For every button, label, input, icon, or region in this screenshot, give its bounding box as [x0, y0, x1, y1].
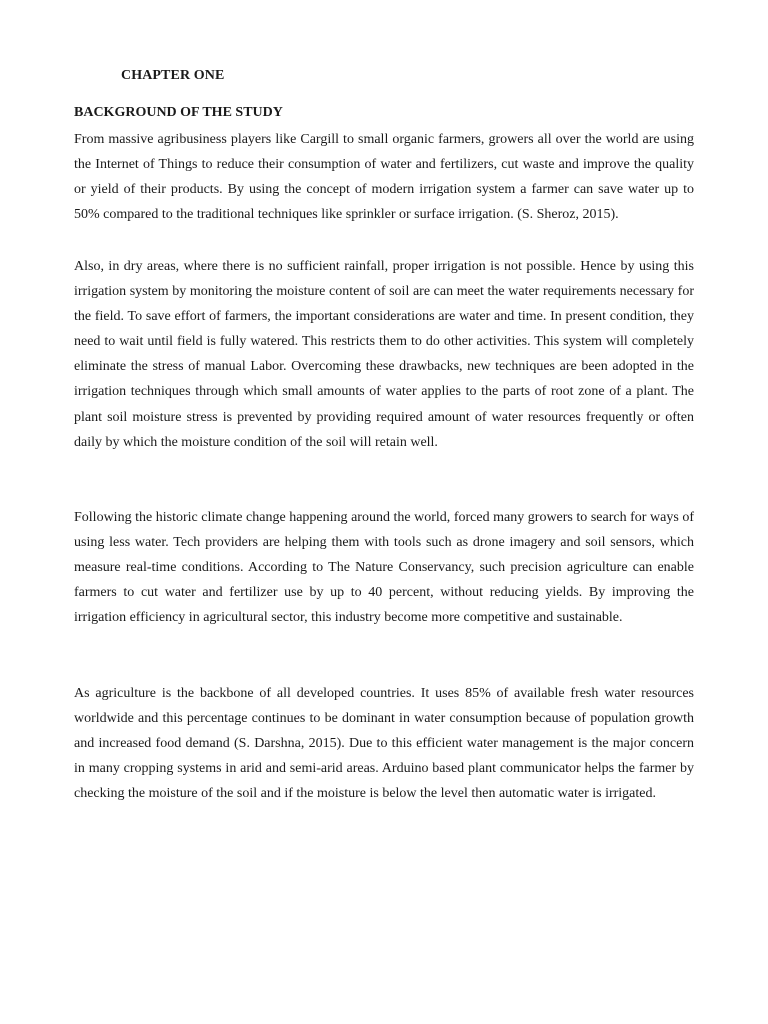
paragraph-1: From massive agribusiness players like Cargill to small organic farmers, growers all over the world are using the Internet of Things to reduce their consumption of water and fertilizers, cut waste and improve the quality or yield of their products. By using the concept of modern irrigation system a farmer can save water up to 50% compared to the traditional techniques like sprinkler or surface irrigation. (S. Sheroz, 2015).	[74, 132, 694, 223]
chapter-title: CHAPTER ONE	[121, 68, 225, 83]
paragraph-3: Following the historic climate change happening around the world, forced many growers to search for ways of using less water. Tech providers are helping them with tools such as drone imagery and soil sensors, which measure real-time conditions. According to The Nature Conservancy, such precision agriculture can enable farmers to cut water and fertilizer use by up to 40 percent, without reducing yields. By improving the irrigation efficiency in agricultural sector, this industry become more competitive and sustainable.	[74, 510, 694, 626]
paragraph-2: Also, in dry areas, where there is no sufficient rainfall, proper irrigation is not possible. Hence by using this irrigation system by monitoring the moisture content of soil are can meet the water requirements necessary for the field. To save effort of farmers, the important considerations are water and time. In present condition, they need to wait until field is fully watered. This restricts them to do other activities. This system will completely eliminate the stress of manual Labor. Overcoming these drawbacks, new techniques are been adopted in the irrigation techniques through which small amounts of water applies to the parts of root zone of a plant. The plant soil moisture stress is prevented by providing required amount of water resources frequently or often daily by which the moisture condition of the soil will retain well.	[74, 259, 694, 450]
section-heading: BACKGROUND OF THE STUDY	[74, 105, 283, 120]
paragraph-4: As agriculture is the backbone of all developed countries. It uses 85% of available fresh water resources worldwide and this percentage continues to be dominant in water consumption because of population growth and increased food demand (S. Darshna, 2015). Due to this efficient water management is the major concern in many cropping systems in arid and semi-arid areas. Arduino based plant communicator helps the farmer by checking the moisture of the soil and if the moisture is below the level then automatic water is irrigated.	[74, 686, 694, 802]
